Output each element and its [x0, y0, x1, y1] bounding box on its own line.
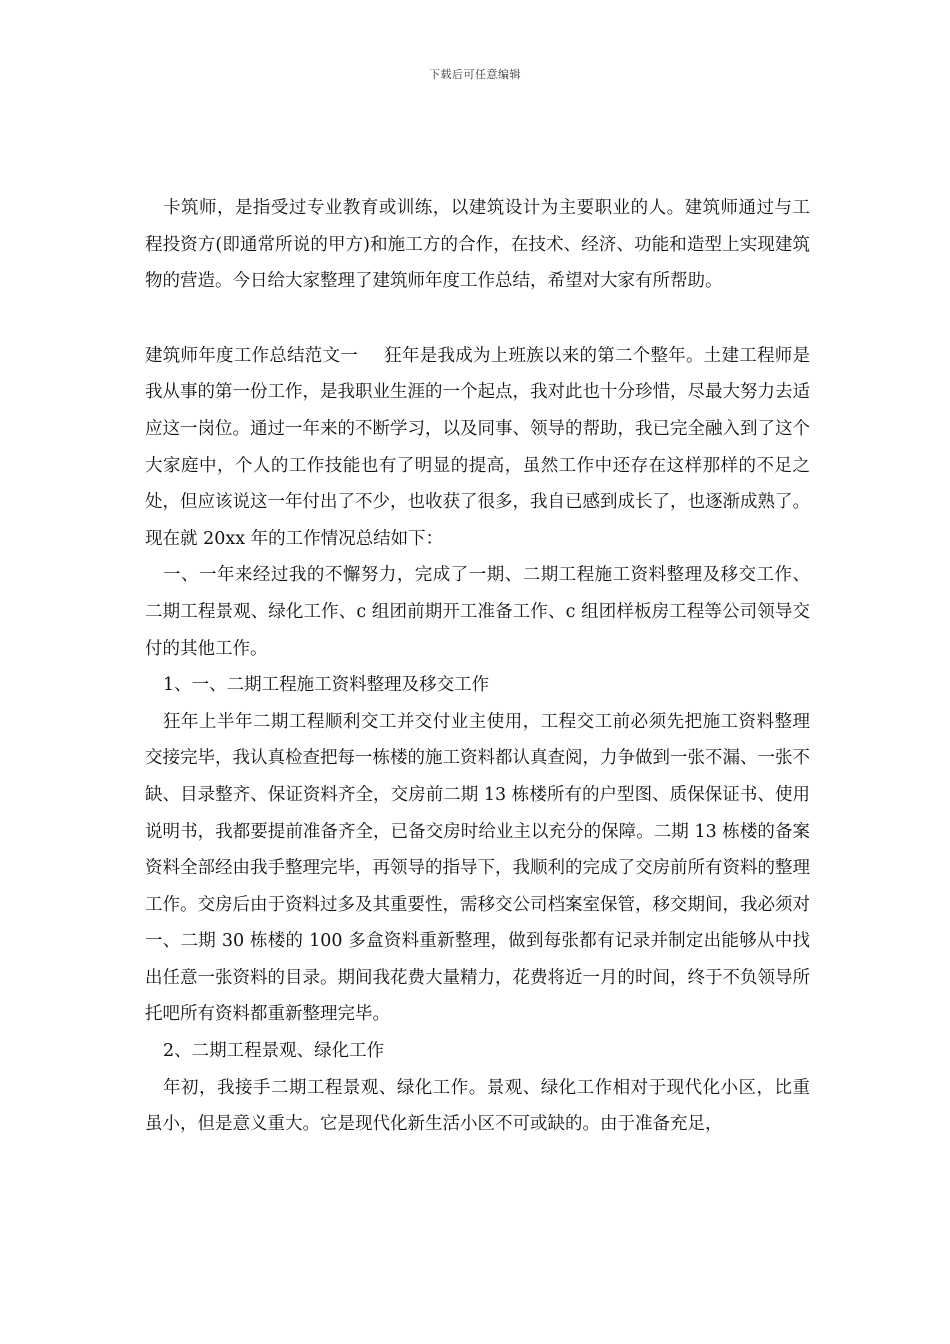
page-header: 下载后可任意编辑	[429, 68, 521, 81]
section-paragraph	[145, 338, 810, 558]
paragraph-2: 一、一年来经过我的不懈努力，完成了一期、二期工程施工资料整理及移交工作、二期工程景观、绿化工作、c 组团前期开工准备工作、c 组团样板房工程等公司领导交付的其他工作。	[145, 565, 810, 659]
paragraph-gap	[145, 300, 810, 338]
heading-2: 2、二期工程景观、绿化工作	[163, 1041, 385, 1062]
paragraph-4: 年初，我接手二期工程景观、绿化工作。景观、绿化工作相对于现代化小区，比重虽小，但是意义重大。它是现代化新生活小区不可或缺的。由于准备充足，	[145, 1077, 810, 1135]
paragraph-3: 狂年上半年二期工程顺利交工并交付业主使用，工程交工前必须先把施工资料整理交接完毕，我认真检查把每一栋楼的施工资料都认真查阅，力争做到一张不漏、一张不缺、目录整齐、保证资料齐全，交房前二期 13 栋楼所有的户型图、质保保证书、使用说明书，我都要提前准备齐全，已备交房时给业主以充分的保障。二期 13 栋楼的备案资料全部经由我手整理完毕，再领导的指导下，我顺利的完成了交房前所有资料的整理工作。交房后由于资料过多及其重要性，需移交公司档案室保管，移交期间，我必须对一、二期 30 栋楼的 100 多盒资料重新整理，做到每张都有记录并制定出能够从中找出任意一张资料的目录。期间我花费大量精力，花费将近一月的时间，终于不负领导所托吧所有资料都重新整理完毕。	[145, 711, 810, 1025]
heading-1: 1、一、二期工程施工资料整理及移交工作	[163, 675, 490, 696]
section-title: 建筑师年度工作总结范文一	[145, 345, 358, 366]
document-body	[145, 190, 810, 1143]
paragraph-1: 狂年是我成为上班族以来的第二个整年。土建工程师是我从事的第一份工作，是我职业生涯的一个起点，我对此也十分珍惜，尽最大努力去适应这一岗位。通过一年来的不断学习，以及同事、领导的帮助，我已完全融入到了这个大家庭中，个人的工作技能也有了明显的提高，虽然工作中还存在这样那样的不足之处，但应该说这一年付出了不少，也收获了很多，我自已感到成长了，也逐渐成熟了。现在就 20xx 年的工作情况总结如下：	[145, 345, 810, 549]
intro-paragraph: 卡筑师，是指受过专业教育或训练，以建筑设计为主要职业的人。建筑师通过与工程投资方(即通常所说的甲方)和施工方的合作，在技术、经济、功能和造型上实现建筑物的营造。今日给大家整理了建筑师年度工作总结，希望对大家有所帮助。	[145, 198, 810, 292]
